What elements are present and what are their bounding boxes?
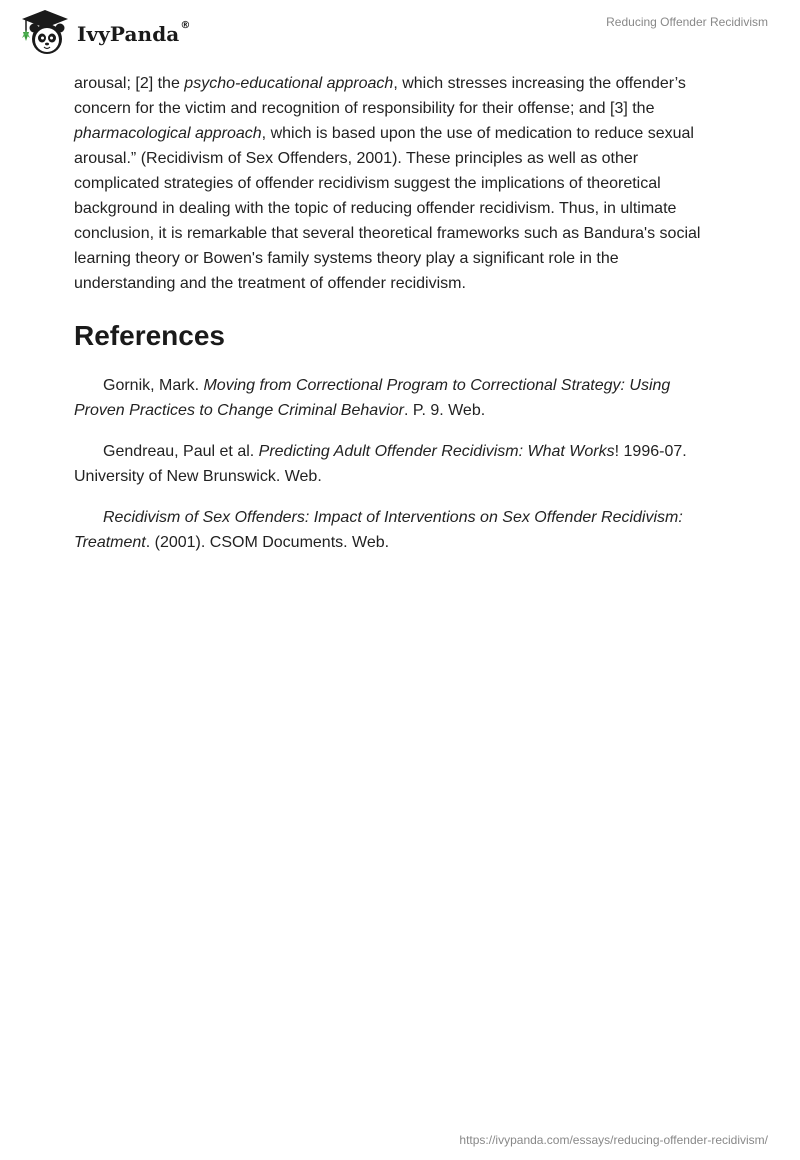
emphasis-pharmacological: pharmacological approach	[74, 125, 262, 142]
reference-item: Gornik, Mark. Moving from Correctional Program to Correctional Strategy: Using Proven Practices to Change Criminal Behavior. P. 9. Web.	[74, 377, 671, 419]
site-logo[interactable]	[16, 8, 190, 58]
panda-graduate-icon	[16, 8, 74, 58]
reference-title: Predicting Adult Offender Recidivism: What Works	[258, 443, 615, 460]
main-content	[74, 71, 724, 571]
references-heading: References	[74, 320, 225, 351]
registered-mark: ®	[180, 20, 191, 31]
reference-title: Moving from Correctional Program to Correctional Strategy: Using Proven Practices to Change Criminal Behavior	[74, 377, 671, 419]
footer-url-link[interactable]: https://ivypanda.com/essays/reducing-offender-recidivism/	[459, 1133, 768, 1147]
reference-item: Recidivism of Sex Offenders: Impact of Interventions on Sex Offender Recidivism: Treatment. (2001). CSOM Documents. Web.	[74, 509, 683, 551]
logo-text: IvyPanda®	[77, 20, 191, 46]
emphasis-psycho-educational: psycho-educational approach	[184, 75, 394, 92]
document-title: Reducing Offender Recidivism	[606, 15, 768, 29]
reference-title: Recidivism of Sex Offenders: Impact of Interventions on Sex Offender Recidivism: Treatment	[74, 509, 683, 551]
reference-item: Gendreau, Paul et al. Predicting Adult Offender Recidivism: What Works! 1996-07. University of New Brunswick. Web.	[74, 443, 687, 485]
body-paragraph: arousal; [2] the psycho-educational approach, which stresses increasing the offender’s concern for the victim and recognition of responsibility for their offense; and [3] the pharmacological approach, which is based upon the use of medication to reduce sexual arousal.” (Recidivism of Sex Offenders, 2001). These principles as well as other complicated strategies of offender recidivism suggest the implications of theoretical background in dealing with the topic of reducing offender recidivism. Thus, in ultimate conclusion, it is remarkable that several theoretical frameworks such as Bandura's social learning theory or Bowen's family systems theory play a significant role in the understanding and the treatment of offender recidivism.	[74, 75, 701, 292]
